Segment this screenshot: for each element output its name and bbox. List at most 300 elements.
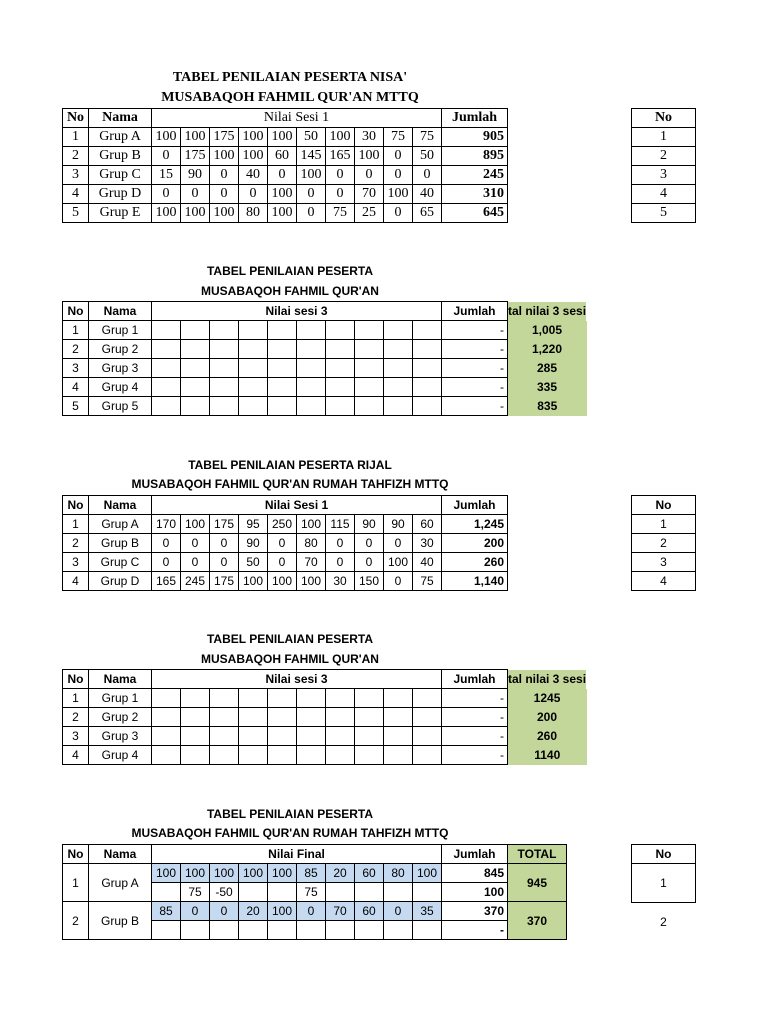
t1-cell-score: 80 [239,204,268,223]
t5-cell-score: 85 [152,902,181,921]
t1-cell-score: 15 [152,166,181,185]
t2-cell-no: 5 [63,397,89,416]
t4-cell-score [326,689,355,708]
t5-cell-no: 2 [63,902,89,940]
t2-cell-score [355,378,384,397]
t4-cell-score [210,727,239,746]
t5-cell-score: 35 [413,902,442,921]
t1-h-nama: Nama [89,109,152,128]
t2-cell-score [355,397,384,416]
t4-cell-jumlah: - [442,727,508,746]
t2-row [63,378,587,397]
t2-cell-score [210,378,239,397]
t1-row [63,204,508,223]
t4-row [63,746,587,765]
t2-cell-score [239,397,268,416]
t4-cell-score [384,708,413,727]
t5-cell-jumlah: 100 [442,883,508,902]
t3-cell-score: 250 [268,515,297,534]
t1-cell-jumlah: 245 [442,166,508,185]
t2-cell-total: 1,005 [508,321,587,340]
t4-cell-score [210,689,239,708]
t4-cell-score [355,727,384,746]
t4-cell-score [181,746,210,765]
t5-cell-total: 370 [508,902,567,940]
t5-cell-score: 100 [152,864,181,883]
t5-cell-score [268,883,297,902]
t5-cell-score [413,921,442,940]
t5-cell-score: -50 [210,883,239,902]
t1-cell-jumlah: 645 [442,204,508,223]
t3-cell-score: 0 [152,534,181,553]
t5-cell-score: 60 [355,902,384,921]
t2-cell-score [152,378,181,397]
t5-h-nilai: Nilai Final [152,845,442,864]
t1-side-cell: 1 [632,128,696,147]
t4-cell-score [239,708,268,727]
t5-h-jumlah: Jumlah [442,845,508,864]
t5-h-no: No [63,845,89,864]
t5-title-1: TABEL PENILAIAN PESERTA [206,807,373,821]
t2-cell-score [297,378,326,397]
t4-cell-score [152,727,181,746]
t2-cell-score [384,378,413,397]
t3-body [63,515,508,591]
t1-cell-score: 0 [181,185,210,204]
t3-cell-score: 0 [326,534,355,553]
t1-h-nilai: Nilai Sesi 1 [152,109,442,128]
t2-cell-score [239,359,268,378]
t5-cell-jumlah: 370 [442,902,508,921]
t1-cell-score: 100 [268,204,297,223]
t2-h-nama: Nama [89,302,152,321]
t2-cell-score [152,359,181,378]
t2-cell-score [181,321,210,340]
t2-table [62,301,587,416]
t4-cell-score [326,727,355,746]
t3-cell-nama: Grup C [89,553,152,572]
t1-cell-score: 75 [384,128,413,147]
t5-cell-score: 20 [326,864,355,883]
t5-cell-score: 80 [384,864,413,883]
t5-cell-score [384,883,413,902]
t3-cell-score: 0 [355,534,384,553]
t2-cell-score [297,359,326,378]
t1-cell-jumlah: 905 [442,128,508,147]
t4-title-1: TABEL PENILAIAN PESERTA [206,632,373,646]
t1-side-header: No [632,109,696,128]
t3-header-row [63,496,508,515]
t5-cell-score [355,921,384,940]
t3-h-jumlah: Jumlah [442,496,508,515]
t3-h-nilai: Nilai Sesi 1 [152,496,442,515]
t3-row [63,515,508,534]
t4-cell-nama: Grup 3 [89,727,152,746]
t2-cell-score [268,340,297,359]
t3-cell-score: 165 [152,572,181,591]
t5-cell-score: 100 [181,864,210,883]
t2-cell-score [210,340,239,359]
t3-cell-score: 175 [210,515,239,534]
t2-cell-score [268,378,297,397]
t2-cell-score [152,397,181,416]
t3-cell-nama: Grup A [89,515,152,534]
t4-cell-jumlah: - [442,746,508,765]
t1-cell-score: 0 [355,166,384,185]
t4-cell-score [413,727,442,746]
t3-cell-nama: Grup D [89,572,152,591]
t5-cell-score [413,883,442,902]
t1-cell-score: 0 [210,166,239,185]
t1-cell-nama: Grup C [89,166,152,185]
t3-cell-score: 75 [413,572,442,591]
t1-cell-score: 90 [181,166,210,185]
t4-cell-total: 200 [508,708,587,727]
t2-cell-jumlah: - [442,340,508,359]
t3-cell-score: 0 [268,534,297,553]
t5-cell-score [384,921,413,940]
t5-cell-score: 0 [210,902,239,921]
t1-title-1: TABEL PENILAIAN PESERTA NISA' [172,70,408,85]
t1-cell-score: 100 [384,185,413,204]
t2-cell-score [297,340,326,359]
t4-cell-score [268,727,297,746]
t1-cell-jumlah: 310 [442,185,508,204]
t3-cell-score: 0 [355,553,384,572]
t5-cell-score: 100 [268,864,297,883]
t1-cell-score: 65 [413,204,442,223]
t1-cell-score: 0 [210,185,239,204]
t4-cell-score [152,689,181,708]
t1-cell-score: 40 [413,185,442,204]
t1-cell-score: 100 [210,204,239,223]
t3-cell-score: 0 [326,553,355,572]
t5-cell-jumlah: 845 [442,864,508,883]
t5-cell-score [326,883,355,902]
t2-cell-score [413,378,442,397]
t5-cell-score [239,921,268,940]
t4-cell-no: 4 [63,746,89,765]
t2-cell-score [210,359,239,378]
t2-cell-score [355,321,384,340]
t4-cell-score [239,727,268,746]
t3-cell-score: 0 [210,553,239,572]
t2-cell-nama: Grup 5 [89,397,152,416]
t2-cell-nama: Grup 1 [89,321,152,340]
t3-cell-score: 100 [268,572,297,591]
t2-cell-score [384,397,413,416]
t5-cell-score: 85 [297,864,326,883]
t1-cell-no: 4 [63,185,89,204]
t3-cell-score: 95 [239,515,268,534]
t3-cell-score: 70 [297,553,326,572]
t3-cell-no: 2 [63,534,89,553]
t2-cell-score [181,359,210,378]
t3-row [63,534,508,553]
t3-side-header: No [632,496,696,515]
t1-row [63,185,508,204]
t4-h-no: No [63,670,89,689]
t1-cell-score: 60 [268,147,297,166]
t2-cell-score [181,340,210,359]
t2-cell-score [239,321,268,340]
t4-cell-jumlah: - [442,689,508,708]
t2-cell-nama: Grup 2 [89,340,152,359]
t5-row [63,902,567,921]
t4-cell-score [297,689,326,708]
t4-cell-score [210,708,239,727]
t2-row [63,340,587,359]
t1-cell-nama: Grup A [89,128,152,147]
t1-header-row [63,109,508,128]
t2-cell-score [210,321,239,340]
t2-cell-nama: Grup 4 [89,378,152,397]
t1-side-table [631,108,696,223]
t5-cell-jumlah: - [442,921,508,940]
t2-cell-no: 1 [63,321,89,340]
t3-cell-score: 0 [384,572,413,591]
t4-cell-score [326,708,355,727]
t2-row [63,321,587,340]
t1-h-jumlah: Jumlah [442,109,508,128]
t3-cell-jumlah: 1,140 [442,572,508,591]
t5-cell-score [210,921,239,940]
t4-cell-no: 2 [63,708,89,727]
t1-cell-score: 100 [152,204,181,223]
t5-cell-score: 70 [326,902,355,921]
t4-h-jumlah: Jumlah [442,670,508,689]
t5-cell-score: 20 [239,902,268,921]
t5-cell-score [297,921,326,940]
t3-side-body [632,515,696,591]
t2-cell-nama: Grup 3 [89,359,152,378]
t1-side-cell: 2 [632,147,696,166]
t2-cell-jumlah: - [442,378,508,397]
t4-cell-score [326,746,355,765]
t1-cell-score: 175 [210,128,239,147]
t1-cell-score: 0 [152,147,181,166]
t1-cell-score: 0 [326,185,355,204]
t5-cell-score: 0 [297,902,326,921]
t5-side-header: No [632,845,696,864]
t3-h-nama: Nama [89,496,152,515]
t2-title-1: TABEL PENILAIAN PESERTA [206,264,373,278]
t2-cell-no: 3 [63,359,89,378]
t4-cell-score [355,689,384,708]
t3-cell-score: 30 [326,572,355,591]
t2-cell-score [268,359,297,378]
t3-cell-score: 0 [268,553,297,572]
t5-cell-score [181,921,210,940]
t5-h-nama: Nama [89,845,152,864]
t2-cell-score [152,340,181,359]
t2-cell-total: 835 [508,397,587,416]
t1-cell-score: 0 [384,166,413,185]
t5-cell-score: 100 [413,864,442,883]
t4-cell-score [181,689,210,708]
t1-cell-score: 30 [355,128,384,147]
t5-cell-score [152,883,181,902]
t5-cell-score: 75 [297,883,326,902]
t2-row [63,397,587,416]
t4-h-total: tal nilai 3 sesi [508,670,587,689]
t2-cell-score [239,340,268,359]
t4-cell-total: 1140 [508,746,587,765]
t4-cell-score [210,746,239,765]
t5-h-total: TOTAL [508,845,567,864]
t1-row [63,147,508,166]
t4-cell-total: 1245 [508,689,587,708]
t2-h-jumlah: Jumlah [442,302,508,321]
t1-side-cell: 4 [632,185,696,204]
t5-title-2: MUSABAQOH FAHMIL QUR'AN RUMAH TAHFIZH MTTQ [131,826,449,840]
t4-h-nama: Nama [89,670,152,689]
t1-cell-score: 100 [326,128,355,147]
t3-cell-score: 90 [239,534,268,553]
t1-cell-score: 0 [297,204,326,223]
t2-h-nilai: Nilai sesi 3 [152,302,442,321]
t5-cell-score [355,883,384,902]
t3-cell-score: 50 [239,553,268,572]
t1-table [62,108,508,223]
t1-cell-score: 70 [355,185,384,204]
t1-cell-score: 0 [239,185,268,204]
t3-side-cell: 4 [632,572,696,591]
t4-cell-score [297,746,326,765]
t4-table [62,669,587,765]
t5-side-table [631,844,696,941]
t2-cell-jumlah: - [442,321,508,340]
t5-cell-no: 1 [63,864,89,902]
t4-cell-score [181,727,210,746]
t5-side-cell: 1 [632,864,696,903]
t1-cell-no: 5 [63,204,89,223]
t2-header-row [63,302,587,321]
t1-cell-score: 175 [181,147,210,166]
t5-cell-score: 0 [384,902,413,921]
t2-cell-score [326,340,355,359]
t3-cell-no: 3 [63,553,89,572]
t1-cell-no: 3 [63,166,89,185]
t2-cell-no: 2 [63,340,89,359]
t3-cell-score: 170 [152,515,181,534]
t3-cell-score: 175 [210,572,239,591]
t3-side-cell: 2 [632,534,696,553]
t1-cell-score: 100 [297,166,326,185]
t3-cell-nama: Grup B [89,534,152,553]
t1-cell-score: 100 [210,147,239,166]
t5-cell-total: 945 [508,864,567,902]
t1-cell-score: 50 [297,128,326,147]
t3-title-2: MUSABAQOH FAHMIL QUR'AN RUMAH TAHFIZH MTTQ [131,477,449,491]
t4-cell-score [268,689,297,708]
t1-cell-score: 145 [297,147,326,166]
t3-cell-score: 90 [384,515,413,534]
t3-row [63,572,508,591]
t3-side-cell: 3 [632,553,696,572]
t3-cell-score: 115 [326,515,355,534]
t2-cell-score [413,359,442,378]
t4-cell-score [413,708,442,727]
t1-cell-score: 100 [268,185,297,204]
t2-cell-jumlah: - [442,397,508,416]
t1-cell-no: 1 [63,128,89,147]
t2-cell-score [355,359,384,378]
t2-title-2: MUSABAQOH FAHMIL QUR'AN [201,284,379,298]
t3-cell-score: 40 [413,553,442,572]
t1-cell-score: 100 [152,128,181,147]
t3-cell-score: 100 [384,553,413,572]
t4-h-nilai: Nilai sesi 3 [152,670,442,689]
t5-cell-score: 100 [210,864,239,883]
t2-cell-score [268,397,297,416]
t3-cell-score: 90 [355,515,384,534]
t5-body [63,864,567,940]
t2-cell-score [413,340,442,359]
t2-cell-score [268,321,297,340]
t5-cell-score: 0 [181,902,210,921]
t1-cell-score: 100 [239,128,268,147]
t5-cell-score: 100 [268,902,297,921]
t5-cell-score [239,883,268,902]
t1-row [63,166,508,185]
t2-cell-total: 335 [508,378,587,397]
t5-header-row [63,845,567,864]
t4-cell-score [384,727,413,746]
t2-cell-score [384,321,413,340]
t1-cell-score: 50 [413,147,442,166]
t2-cell-score [384,340,413,359]
t5-cell-score: 60 [355,864,384,883]
t5-cell-score [326,921,355,940]
t3-cell-jumlah: 200 [442,534,508,553]
t1-title-2: MUSABAQOH FAHMIL QUR'AN MTTQ [161,90,419,105]
t3-cell-score: 0 [384,534,413,553]
t3-cell-score: 100 [297,515,326,534]
t2-cell-score [355,340,384,359]
t1-cell-nama: Grup B [89,147,152,166]
t2-cell-total: 285 [508,359,587,378]
t4-cell-score [384,689,413,708]
t2-row [63,359,587,378]
t2-cell-score [384,359,413,378]
t4-header-row [63,670,587,689]
t3-cell-score: 150 [355,572,384,591]
t3-cell-jumlah: 1,245 [442,515,508,534]
t4-cell-score [384,746,413,765]
t2-body [63,321,587,416]
t4-cell-score [355,746,384,765]
t1-cell-score: 100 [181,128,210,147]
t2-cell-jumlah: - [442,359,508,378]
t3-cell-score: 80 [297,534,326,553]
t3-cell-jumlah: 260 [442,553,508,572]
t2-cell-no: 4 [63,378,89,397]
t3-cell-score: 100 [297,572,326,591]
t1-side-cell: 5 [632,204,696,223]
t4-cell-no: 3 [63,727,89,746]
t2-cell-score [297,397,326,416]
t1-cell-score: 165 [326,147,355,166]
t2-cell-score [326,378,355,397]
t4-cell-score [413,689,442,708]
t1-cell-no: 2 [63,147,89,166]
t4-cell-score [268,746,297,765]
t2-cell-score [326,321,355,340]
t1-side-cell: 3 [632,166,696,185]
t5-cell-score [268,921,297,940]
t2-cell-total: 1,220 [508,340,587,359]
